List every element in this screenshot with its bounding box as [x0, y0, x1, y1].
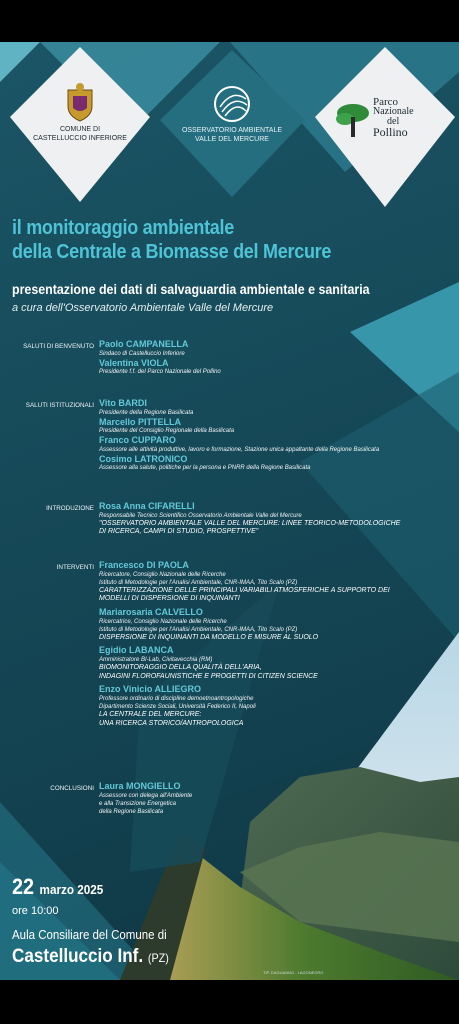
- talk-title: LA CENTRALE DEL MERCURE:: [99, 710, 202, 718]
- logo-osservatorio: [172, 85, 292, 144]
- speaker-role: Presidente f.f. del Parco Nazionale del Pollino: [99, 369, 221, 375]
- talk-title: INDAGINI FLOROFAUNISTICHE E PROGETTI DI CITIZEN SCIENCE: [99, 672, 318, 680]
- coat-of-arms-icon: [65, 82, 95, 122]
- concentric-arcs-icon: [210, 85, 254, 123]
- event-province: (PZ): [147, 951, 169, 965]
- talk-title: DISPERSIONE DI INQUINANTI DA MODELLO E MISURE AL SUOLO: [99, 633, 319, 641]
- event-poster: [0, 42, 459, 980]
- speaker-role: Amministratore BI-Lab, Civitavecchia (RM): [99, 656, 213, 663]
- speaker-role: e alla Transizione Energetica: [99, 800, 176, 807]
- speaker-name: Rosa Anna CIFARELLI: [99, 501, 195, 511]
- section-label-talks: INTERVENTI: [56, 564, 94, 571]
- speaker-name: Marcello PITTELLA: [99, 416, 182, 427]
- section-label-welcome: SALUTI DI BENVENUTO: [23, 343, 94, 350]
- speaker-role: Assessore alla salute, politiche per la persona e PNRR della Regione Basilicata: [99, 465, 311, 471]
- speaker-name: Egidio LABANCA: [99, 645, 174, 656]
- speaker-role: Istituto di Metodologie per l'Analisi Ambientale, CNR-IMAA, Tito Scalo (PZ): [99, 579, 298, 586]
- event-time: ore 10:00: [12, 905, 59, 917]
- logo-comune: [20, 82, 140, 143]
- speaker-role: Dipartimento Scienze Sociali, Università Federico II, Napoli: [99, 703, 256, 710]
- main-title: [12, 216, 331, 264]
- event-town: [12, 946, 169, 968]
- speaker-role: Assessore con delega all'Ambiente: [99, 792, 193, 799]
- speaker-role: della Regione Basilicata: [99, 808, 164, 815]
- speaker-mongiello: [99, 781, 451, 816]
- speaker-role: Sindaco di Castelluccio Inferiore: [99, 350, 185, 357]
- printer-credit: TIP. DAGUANNO - LAGONEGRO: [263, 970, 324, 975]
- speakers-talks: [99, 560, 451, 729]
- talk-title: UNA RICERCA STORICO/ANTROPOLOGICA: [99, 719, 244, 727]
- speaker-role: Presidente della Regione Basilicata: [99, 409, 194, 416]
- talk-title: "OSSERVATORIO AMBIENTALE VALLE DEL MERCURE: LINEE TEORICO-METODOLOGICHE: [99, 519, 401, 527]
- speaker-name: Enzo Vinicio ALLIEGRO: [99, 684, 202, 695]
- logo-osservatorio-line2: VALLE DEL MERCURE: [195, 136, 269, 143]
- event-month-year: marzo 2025: [39, 882, 104, 897]
- speaker-role: Ricercatore, Consiglio Nazionale delle Ricerche: [99, 571, 226, 578]
- section-label-intro: INTRODUZIONE: [46, 505, 94, 512]
- speaker-role: Assessore alle attività produttive, lavoro e formazione, Stazione unica appaltante della Regione Basilicata: [99, 446, 380, 453]
- logo-parco-line2: Nazionale: [373, 106, 414, 117]
- speaker-name: Mariarosaria CALVELLO: [99, 607, 203, 618]
- speaker-name: Laura MONGIELLO: [99, 781, 181, 791]
- speaker-name: Valentina VIOLA: [99, 357, 169, 368]
- speaker-campanella: [99, 339, 451, 376]
- main-title-line2: della Centrale a Biomasse del Mercure: [12, 241, 332, 263]
- logo-comune-line1: COMUNE DI: [59, 126, 101, 133]
- section-label-institutional: SALUTI ISTITUZIONALI: [25, 402, 94, 409]
- talk-title: CARATTERIZZAZIONE DELLE PRINCIPALI VARIABILI ATMOSFERICHE A SUPPORTO DEI: [99, 586, 390, 594]
- main-title-line1: il monitoraggio ambientale: [12, 217, 235, 239]
- speaker-role: Istituto di Metodologie per l'Analisi Ambientale, CNR-IMAA, Tito Scalo (PZ): [99, 626, 298, 633]
- speaker-cifarelli: [99, 501, 451, 537]
- speaker-role: Ricercatrice, Consiglio Nazionale delle Ricerche: [99, 618, 227, 625]
- talk-title: MODELLI DI DISPERSIONE DI INQUINANTI: [99, 595, 240, 603]
- speaker-role: Presidente del Consiglio Regionale della Basilicata: [99, 428, 235, 434]
- curator-line: a cura dell'Osservatorio Ambientale Valle del Mercure: [12, 302, 274, 314]
- logo-parco-line1: Parco: [373, 96, 399, 108]
- speaker-name: Paolo CAMPANELLA: [99, 339, 189, 349]
- speaker-name: Francesco DI PAOLA: [99, 560, 189, 570]
- event-day: 22: [12, 874, 35, 899]
- event-date: [12, 874, 103, 900]
- section-label-conclusions: CONCLUSIONI: [50, 785, 94, 792]
- speaker-role: Professore ordinario di discipline demoetnoantropologiche: [99, 695, 254, 702]
- logo-osservatorio-line1: OSSERVATORIO AMBIENTALE: [181, 127, 283, 134]
- logo-comune-line2: CASTELLUCCIO INFERIORE: [33, 135, 127, 142]
- sub-title: presentazione dei dati di salvaguardia ambientale e sanitaria: [12, 282, 370, 297]
- speakers-institutional: [99, 398, 451, 472]
- logo-parco: [335, 97, 435, 147]
- speaker-name: Cosimo LATRONICO: [99, 453, 188, 464]
- speaker-name: Franco CUPPARO: [99, 435, 176, 445]
- event-town-name: Castelluccio Inf.: [12, 946, 144, 967]
- talk-title: DI RICERCA, CAMPI DI STUDIO, PROSPETTIVE": [99, 528, 259, 536]
- logo-parco-line4: Pollino: [373, 125, 408, 139]
- event-venue: Aula Consiliare del Comune di: [12, 928, 167, 942]
- talk-title: BIOMONITORAGGIO DELLA QUALITÀ DELL'ARIA,: [99, 663, 262, 671]
- speaker-role: Responsabile Tecnico Scientifico Osservatorio Ambientale Valle del Mercure: [99, 512, 302, 519]
- tree-icon: [335, 101, 375, 139]
- speaker-name: Vito BARDI: [99, 398, 147, 408]
- logo-parco-line3: del: [387, 116, 400, 127]
